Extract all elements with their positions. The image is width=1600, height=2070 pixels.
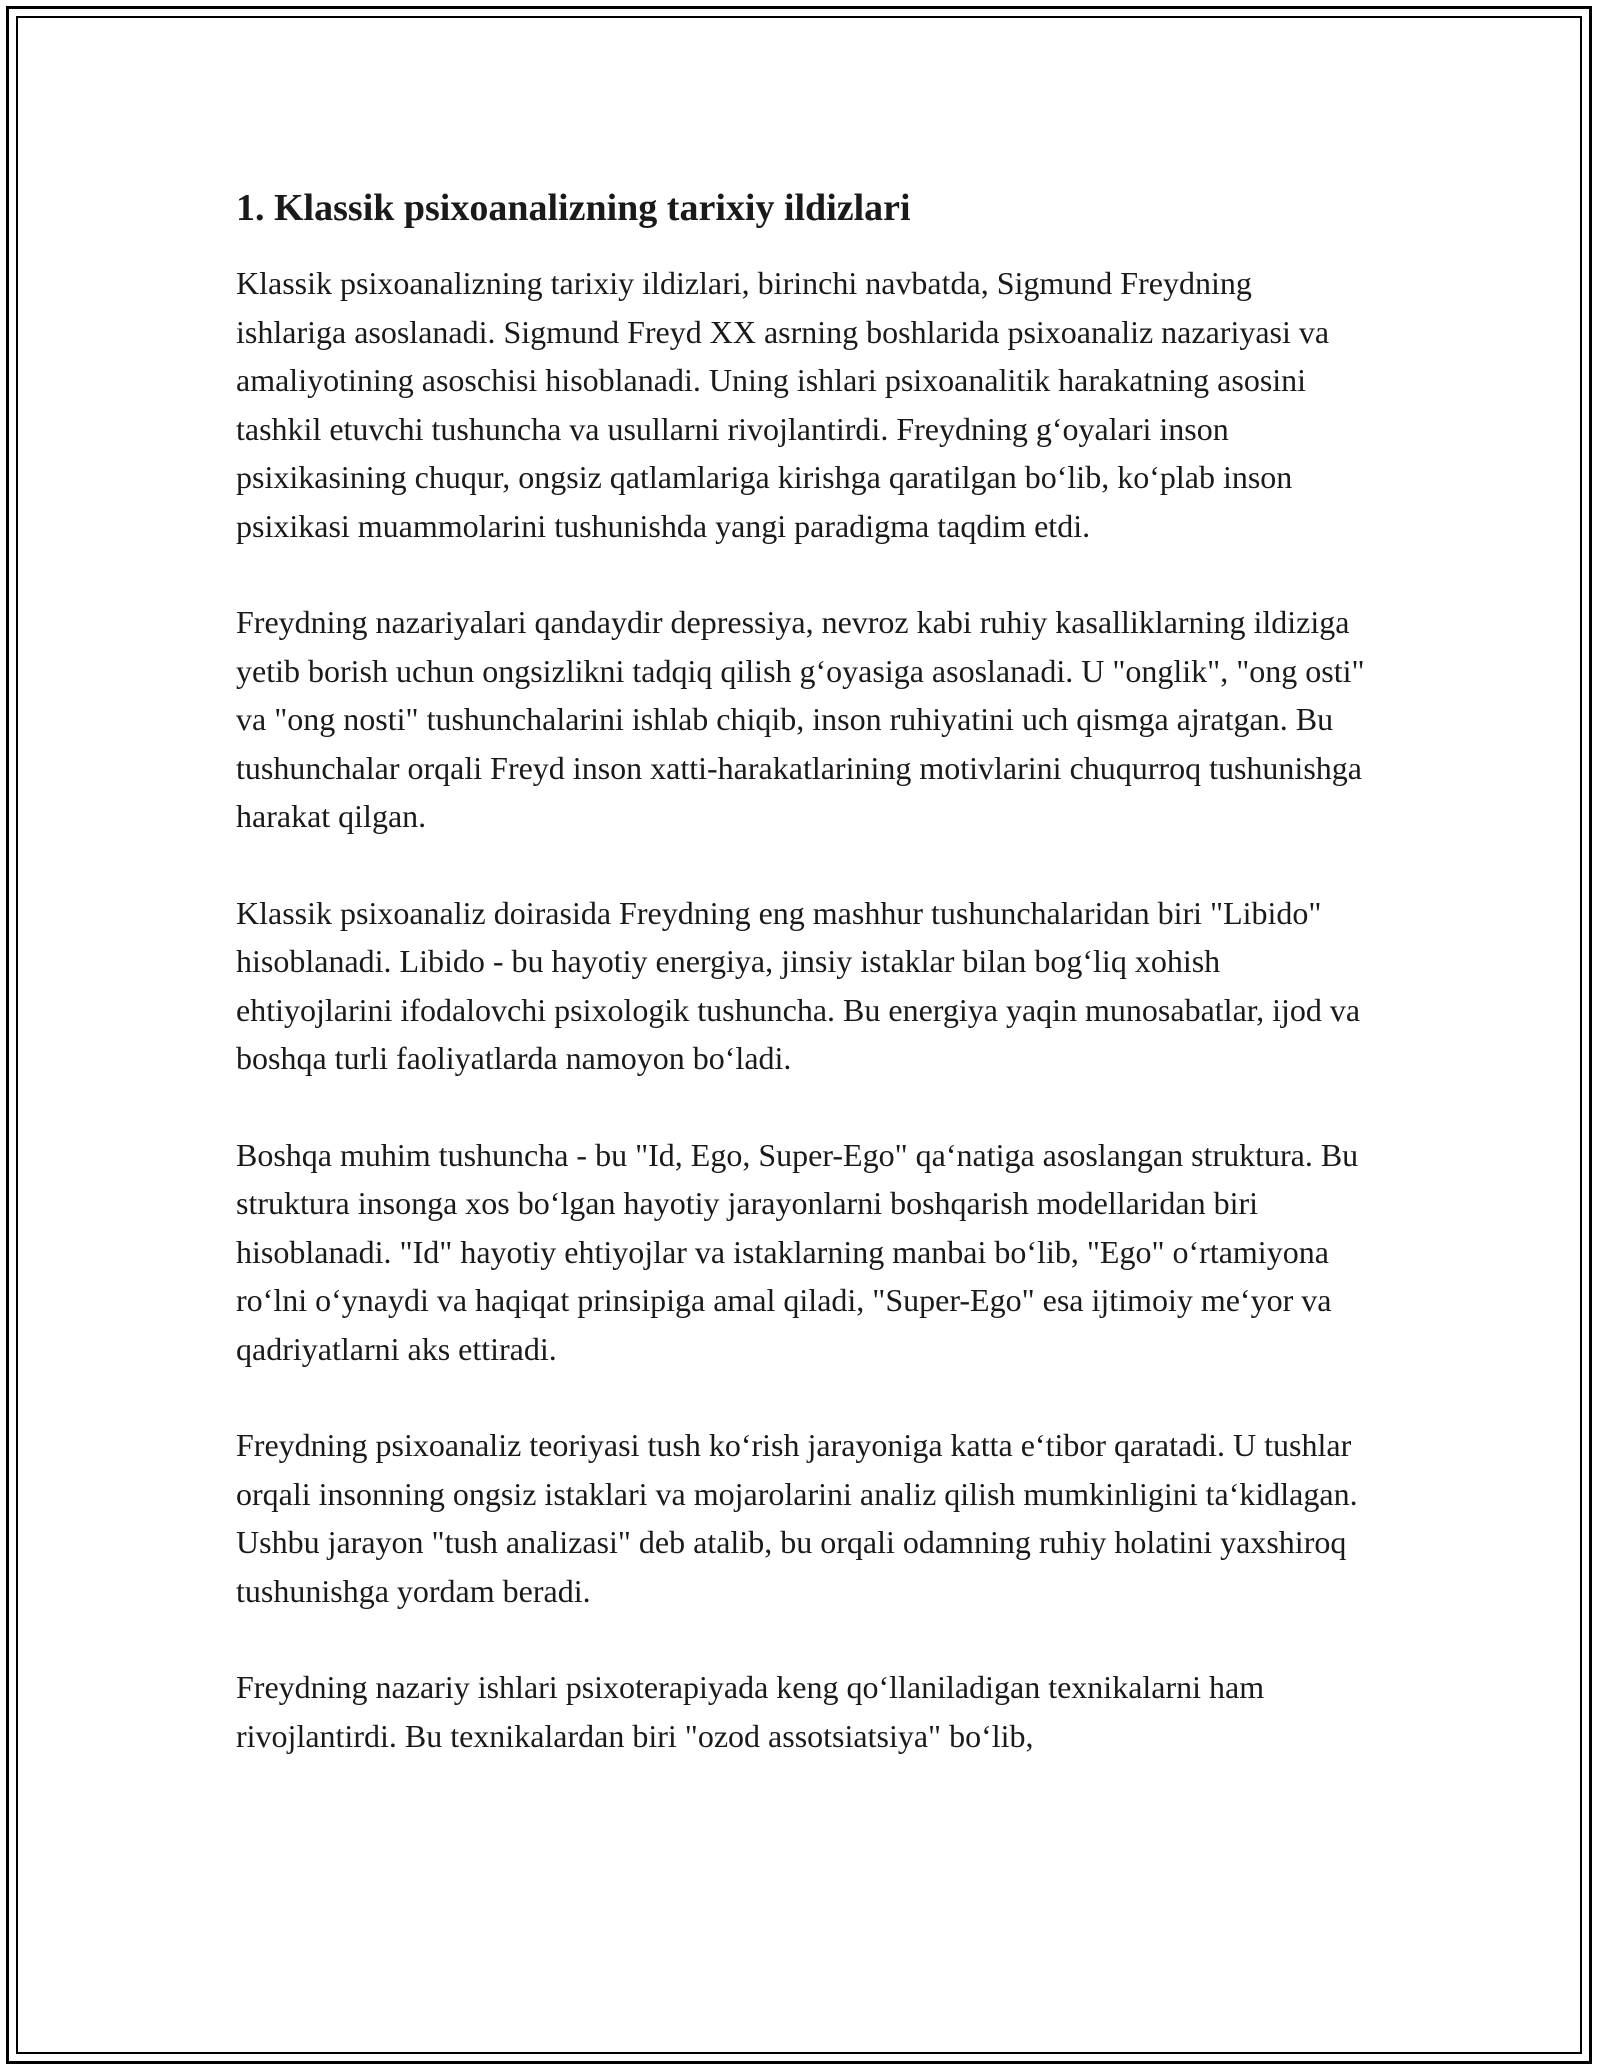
- paragraph-6: Freydning nazariy ishlari psixoterapiyada keng qo‘llaniladigan texnikalarni ham rivojlantirdi. Bu texnikalardan biri "ozod assotsiatsiya" bo‘lib,: [236, 1669, 1265, 1754]
- paragraph-1: Klassik psixoanalizning tarixiy ildizlari, birinchi navbatda, Sigmund Freydning ishlariga asoslanadi. Sigmund Freyd XX asrning boshlarida psixoanaliz nazariyasi va amaliyotining asoschisi hisoblanadi. Uning ishlari psixoanalitik harakatning asosini tashkil etuvchi tushuncha va usullarni rivojlantirdi. Freydning g‘oyalari inson psixikasining chuqur, ongsiz qatlamlariga kirishga qaratilgan bo‘lib, ko‘plab inson psixikasi muammolarini tushunishda yangi paradigma taqdim etdi.: [236, 265, 1330, 544]
- paragraph-2: Freydning nazariyalari qandaydir depressiya, nevroz kabi ruhiy kasalliklarning ildiziga yetib borish uchun ongsizlikni tadqiq qilish g‘oyasiga asoslanadi. U "onglik", "ong osti" va "ong nosti" tushunchalarini ishlab chiqib, inson ruhiyatini uch qismga ajratgan. Bu tushunchalar orqali Freyd inson xatti-harakatlarining motivlarini chuqurroq tushunishga harakat qilgan.: [236, 604, 1365, 835]
- paragraph-4: Boshqa muhim tushuncha - bu "Id, Ego, Super-Ego" qa‘natiga asoslangan struktura. Bu struktura insonga xos bo‘lgan hayotiy jarayonlarni boshqarish modellaridan biri hisoblanadi. "Id" hayotiy ehtiyojlar va istaklarning manbai bo‘lib, "Ego" o‘rtamiyona ro‘lni o‘ynaydi va haqiqat prinsipiga amal qiladi, "Super-Ego" esa ijtimoiy me‘yor va qadriyatlarni aks ettiradi.: [236, 1136, 1359, 1367]
- section-heading: 1. Klassik psixoanalizning tarixiy ildizlari: [236, 187, 911, 229]
- paragraph-5: Freydning psixoanaliz teoriyasi tush ko‘rish jarayoniga katta e‘tibor qaratadi. U tushlar orqali insonning ongsiz istaklari va mojarolarini analiz qilish mumkinligini ta‘kidlagan. Ushbu jarayon "tush analizasi" deb atalib, bu orqali odamning ruhiy holatini yaxshiroq tushunishga yordam beradi.: [236, 1427, 1358, 1609]
- paragraph-3: Klassik psixoanaliz doirasida Freydning eng mashhur tushunchalaridan biri "Libido" hisoblanadi. Libido - bu hayotiy energiya, jinsiy istaklar bilan bog‘liq xohish ehtiyojlarini ifodalovchi psixologik tushuncha. Bu energiya yaqin munosabatlar, ijod va boshqa turli faoliyatlarda namoyon bo‘ladi.: [236, 894, 1361, 1077]
- document-page: [236, 184, 1366, 1808]
